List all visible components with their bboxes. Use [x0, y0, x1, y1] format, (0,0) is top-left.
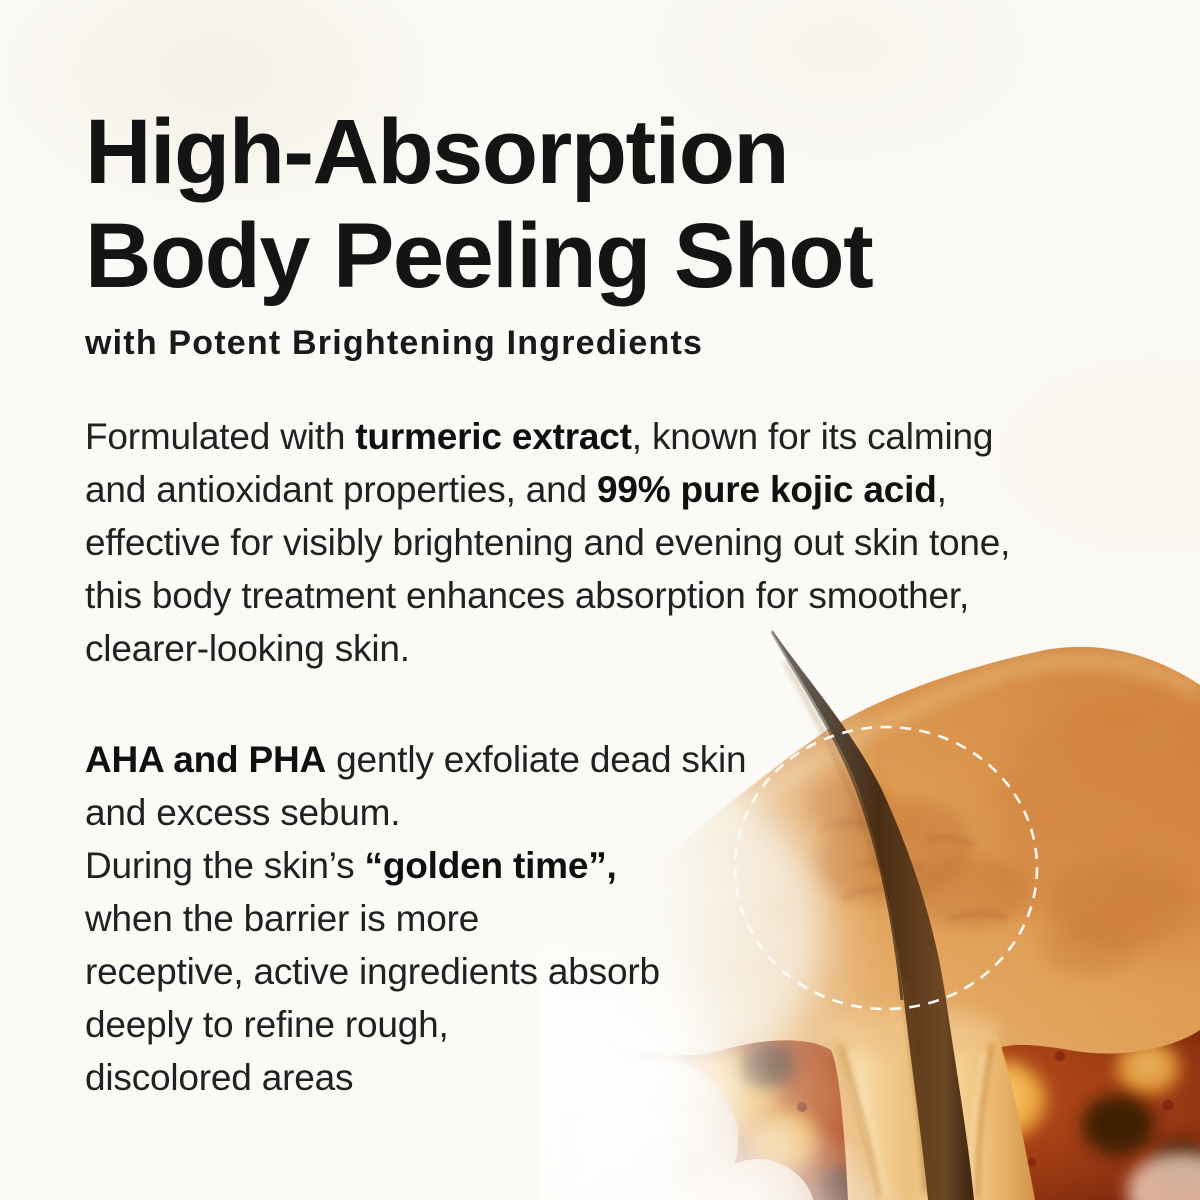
title-line-1: High-Absorption — [85, 101, 789, 203]
description-paragraph-exfoliation: AHA and PHA gently exfoliate dead skin and excess sebum. During the skin’s “golden time”, when the barrier is more receptive, active ingredients absorb deeply to refine rough, discolored areas — [85, 739, 747, 1098]
page-title — [85, 100, 872, 308]
description-paragraph-ingredients: Formulated with turmeric extract, known for its calming and antioxidant properties, and 99% pure kojic acid, effective for visibly brightening and evening out skin tone, this body treatment enhances absorption for smoother, clearer-looking skin. — [85, 416, 1011, 669]
title-line-2: Body Peeling Shot — [85, 205, 873, 307]
page-subtitle: with Potent Brightening Ingredients — [85, 324, 704, 362]
